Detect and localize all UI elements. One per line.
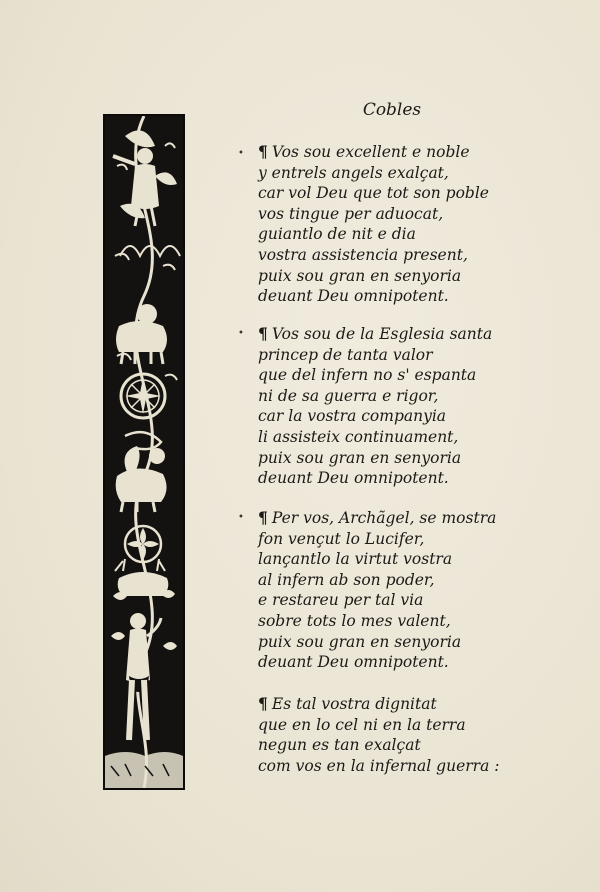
verse-line: deuant Deu omnipotent. [258,469,449,488]
verse-line: lançantlo la virtut vostra [258,550,453,569]
stanza-3 [258,508,558,673]
verse-line: y entrels angels exalçat, [258,163,449,182]
verse-line: sobre tots lo mes valent, [258,611,451,630]
margin-mark: • [238,512,244,523]
margin-mark: • [238,148,244,159]
verse-line: vostra assistencia present, [258,245,468,264]
verse-line: ¶ Vos sou excellent e noble [258,142,470,161]
verse-line: car vol Deu que tot son poble [258,184,489,203]
pilcrow-icon: ¶ [258,324,268,343]
verse-line: negun es tan exalçat [258,736,421,755]
nude-figure [126,613,161,740]
page-title: Cobles [362,100,422,120]
pilcrow-icon: ¶ [258,142,268,161]
rosette-medallion [125,526,161,562]
verse-line: car la vostra companyia [258,407,447,426]
verse-line: puix sou gran en senyoria [258,448,462,467]
pilcrow-icon: ¶ [258,508,268,527]
verse-line: vos tingue per aduocat, [258,204,444,223]
verse-line: puix sou gran en senyoria [258,266,462,285]
margin-mark: • [238,328,244,339]
verse-line: al infern ab son poder, [258,570,435,589]
woodcut-border [103,114,185,790]
pilcrow-icon: ¶ [258,694,268,713]
verse-line: fon vençut lo Lucifer, [258,529,425,548]
woodcut-illustration [105,116,183,788]
verse-line: com vos en la infernal guerra : [258,756,500,775]
verse-line: que del infern no s' espanta [258,366,477,385]
verse-line: e restareu per tal via [258,591,424,610]
verse-line: ¶ Es tal vostra dignitat [258,694,437,713]
verse-line: guiantlo de nit e dia [258,225,416,244]
stanza-1 [258,142,558,307]
verse-line: deuant Deu omnipotent. [258,653,449,672]
stag-figure [115,559,168,596]
verse-line: li assisteix continuament, [258,427,459,446]
griffin-figure [116,446,167,512]
verse-line: que en lo cel ni en la terra [258,715,466,734]
verse-line: ¶ Per vos, Archãgel, se mostra [258,508,497,527]
verse-line: ¶ Vos sou de la Esglesia santa [258,324,493,343]
stanza-4 [258,694,558,776]
star-medallion [121,374,165,418]
verse-line: puix sou gran en senyoria [258,632,462,651]
verse-line: ni de sa guerra e rigor, [258,386,439,405]
stanza-2 [258,324,558,489]
verse-line: princep de tanta valor [258,345,433,364]
verse-line: deuant Deu omnipotent. [258,287,449,306]
lion-figure [116,304,167,364]
